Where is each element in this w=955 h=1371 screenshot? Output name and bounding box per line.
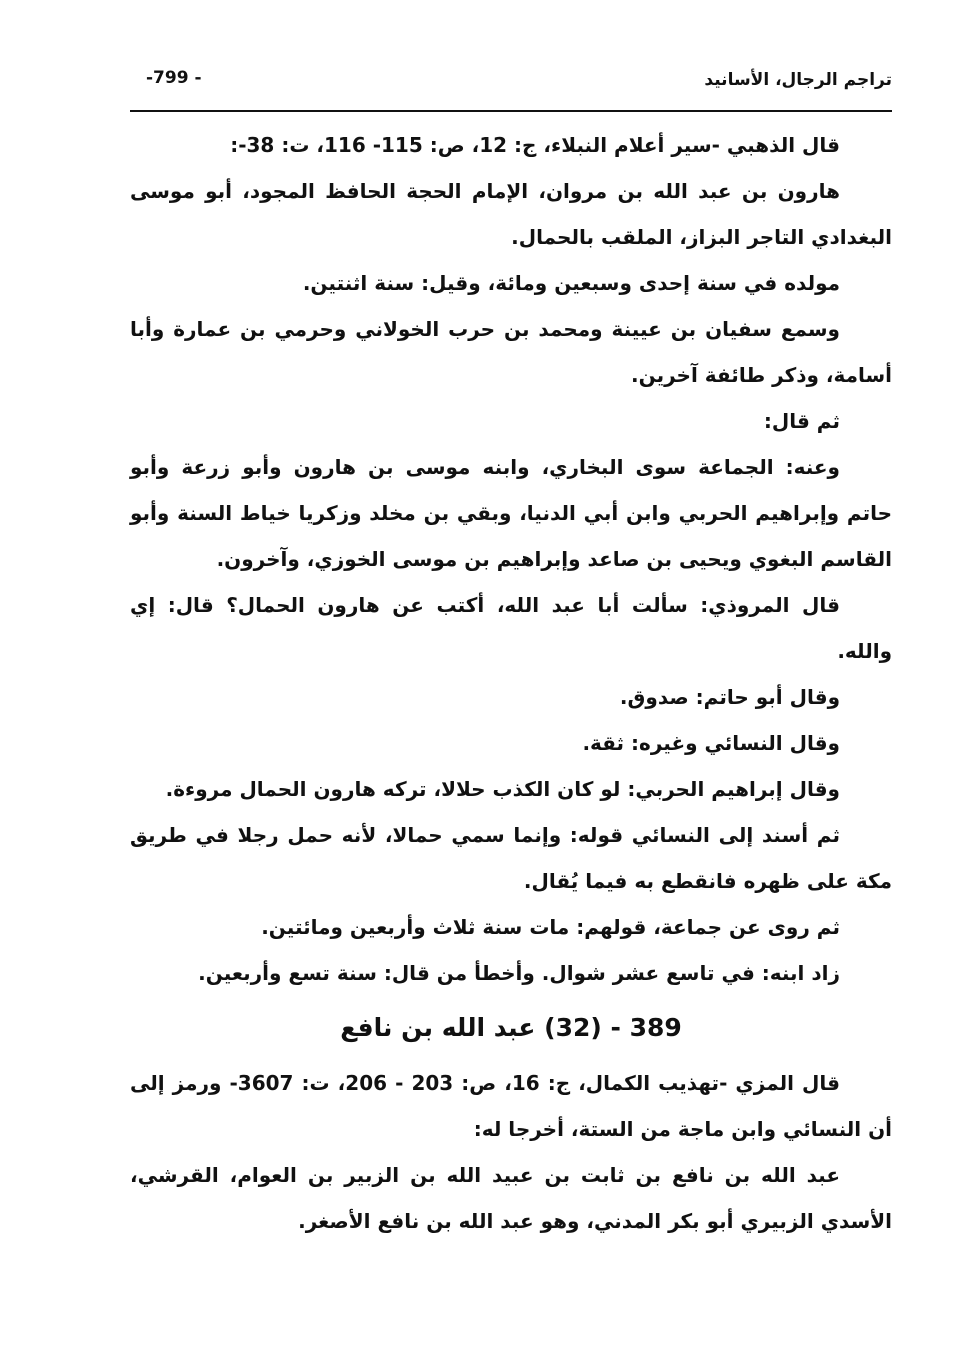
paragraph: وعنه: الجماعة سوى البخاري، وابنه موسى بن هارون وأبو زرعة وأبو حاتم وإبراهيم الحربي وابن أبي الدنيا، وبقي بن مخلد وزكريا خياط السنة وأبو القاسم البغوي ويحيى بن صاعد وإبراهيم بن موسى الخوزي، وآخرون.	[130, 455, 892, 571]
paragraph: قال المروذي: سألت أبا عبد الله، أكتب عن هارون الحمال؟ قال: إي والله.	[130, 593, 892, 663]
paragraph: وقال أبو حاتم: صدوق.	[619, 685, 840, 709]
entry-heading: 389 - (32) عبد الله بن نافع	[340, 1013, 682, 1042]
paragraph: قال الذهبي -سير أعلام النبلاء، ج: 12، ص: 115- 116، ت: 38-:	[230, 133, 840, 157]
paragraph: هارون بن عبد الله بن مروان، الإمام الحجة الحافظ المجود، أبو موسى البغدادي التاجر البزاز، الملقب بالحمال.	[130, 179, 892, 249]
paragraph: زاد ابنه: في تاسع عشر شوال. وأخطأ من قال: سنة تسع وأربعين.	[198, 961, 840, 985]
page-header	[130, 66, 892, 112]
paragraph: عبد الله بن نافع بن ثابت بن عبيد الله بن الزبير بن العوام، القرشي، الأسدي الزبيري أبو بكر المدني، وهو عبد الله بن نافع الأصغر.	[130, 1163, 892, 1233]
paragraph: ثم أسند إلى النسائي قوله: وإنما سمي حمالا، لأنه حمل رجلا في طريق مكة على ظهره فانقطع به فيما يُقال.	[130, 823, 892, 893]
paragraph: وسمع سفيان بن عيينة ومحمد بن حرب الخولاني وحرمي بن عمارة وأبا أسامة، وذكر طائفة آخرين.	[130, 317, 892, 387]
paragraph: ثم روى عن جماعة، قولهم: مات سنة ثلاث وأربعين ومائتين.	[261, 915, 840, 939]
paragraph: وقال النسائي وغيره: ثقة.	[582, 731, 840, 755]
running-title: تراجم الرجال، الأسانيد	[704, 70, 892, 90]
paragraph: قال المزي -تهذيب الكمال، ج: 16، ص: 203 - 206، ت: 3607- ورمز إلى أن النسائي وابن ماجة من الستة، أخرجا له:	[130, 1071, 892, 1141]
page-number: -799 -	[146, 68, 202, 88]
paragraph: ثم قال:	[763, 409, 840, 433]
paragraph: وقال إبراهيم الحربي: لو كان الكذب حلالا، تركه هارون الحمال مروءة.	[165, 777, 840, 801]
page-body	[130, 122, 892, 1244]
paragraph: مولده في سنة إحدى وسبعين ومائة، وقيل: سنة اثنتين.	[302, 271, 840, 295]
